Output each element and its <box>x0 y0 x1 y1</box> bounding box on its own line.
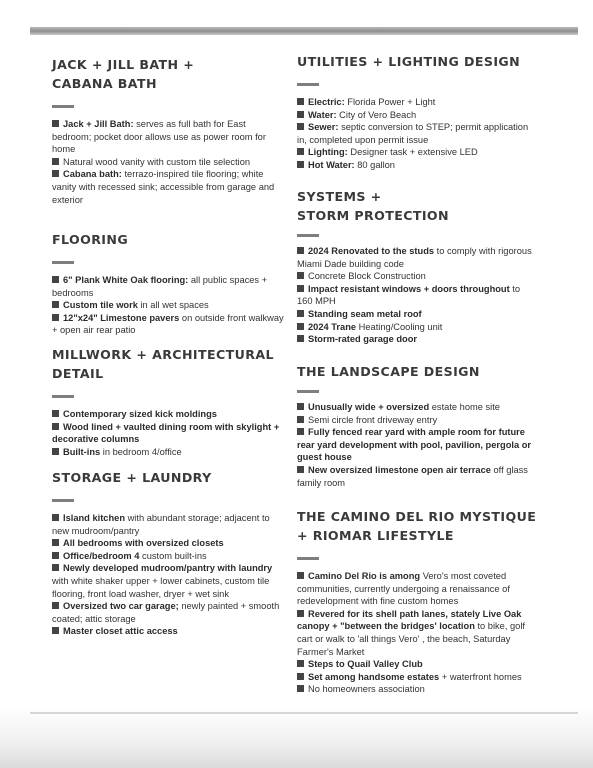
heading-text <box>297 187 537 225</box>
heading-rule <box>297 557 319 560</box>
section-heading <box>52 230 284 249</box>
item-text: to comply with rigorous Miami Dade building code <box>297 246 532 269</box>
section-heading <box>297 52 537 71</box>
list-item <box>52 550 284 563</box>
heading-text <box>297 507 537 545</box>
square-bullet-icon <box>52 514 59 521</box>
heading-rule <box>297 234 319 237</box>
heading-text <box>52 55 284 93</box>
item-lead: Standing seam metal roof <box>308 308 422 319</box>
item-text: Semi circle front driveway entry <box>308 414 438 425</box>
scan-bottom-shadow <box>0 705 593 768</box>
list-item <box>52 299 284 312</box>
item-lead: All bedrooms with oversized closets <box>63 538 224 549</box>
item-lead: Newly developed mudroom/pantry with laundry <box>63 563 273 574</box>
item-list <box>52 512 284 638</box>
list-item <box>297 683 537 696</box>
item-text: City of Vero Beach <box>336 109 417 120</box>
list-item <box>52 421 284 446</box>
section-flooring <box>52 230 284 337</box>
list-item <box>297 146 537 159</box>
item-text: Heating/Cooling unit <box>356 321 443 332</box>
square-bullet-icon <box>52 539 59 546</box>
list-item <box>297 401 537 414</box>
square-bullet-icon <box>52 170 59 177</box>
list-item <box>297 658 537 671</box>
section-utilities-lighting <box>297 52 537 172</box>
square-bullet-icon <box>52 564 59 571</box>
list-item <box>297 245 537 270</box>
square-bullet-icon <box>297 161 304 168</box>
heading-line: SYSTEMS + <box>297 189 382 204</box>
list-item <box>52 537 284 550</box>
item-list <box>52 118 284 206</box>
square-bullet-icon <box>297 685 304 692</box>
square-bullet-icon <box>297 335 304 342</box>
heading-line: CABANA BATH <box>52 76 157 91</box>
item-lead: Camino Del Rio is among <box>308 571 421 581</box>
item-lead: 2024 Trane <box>308 321 357 332</box>
list-item <box>52 408 284 421</box>
list-item <box>297 109 537 122</box>
item-text: with white shaker upper + lower cabinets, custom tile flooring, front load washer, dryer + wet sink <box>52 575 270 599</box>
list-item <box>297 608 537 658</box>
heading-rule <box>52 499 74 502</box>
section-heading <box>297 362 537 381</box>
list-item <box>297 426 537 464</box>
item-text: No homeowners association <box>308 684 425 695</box>
square-bullet-icon <box>297 272 304 279</box>
item-lead: Wood lined + vaulted dining room with skylight + decorative columns <box>52 421 280 445</box>
list-item <box>297 333 537 346</box>
square-bullet-icon <box>297 428 304 435</box>
list-item <box>297 308 537 321</box>
square-bullet-icon <box>297 572 304 579</box>
list-item <box>52 156 284 169</box>
item-text: estate home site <box>429 402 500 412</box>
item-lead: Island kitchen <box>63 513 125 523</box>
item-text: all public spaces + bedrooms <box>52 275 268 298</box>
list-item <box>297 283 537 308</box>
section-heading <box>52 468 284 487</box>
list-item <box>297 96 537 109</box>
item-lead: Unusually wide + oversized <box>308 402 430 412</box>
heading-line: STORM PROTECTION <box>297 208 449 223</box>
section-systems-storm <box>297 187 537 346</box>
square-bullet-icon <box>52 158 59 165</box>
square-bullet-icon <box>52 276 59 283</box>
item-list <box>52 274 284 337</box>
item-lead: Storm-rated garage door <box>308 334 417 345</box>
square-bullet-icon <box>52 448 59 455</box>
item-text: Designer task + extensive LED <box>347 147 478 158</box>
square-bullet-icon <box>297 403 304 410</box>
item-lead: Hot Water: <box>308 159 355 170</box>
square-bullet-icon <box>297 98 304 105</box>
heading-line: THE LANDSCAPE DESIGN <box>297 364 480 379</box>
list-item <box>297 270 537 283</box>
item-text: 80 gallon <box>354 159 395 170</box>
heading-rule <box>52 395 74 398</box>
square-bullet-icon <box>52 410 59 417</box>
square-bullet-icon <box>52 314 59 321</box>
square-bullet-icon <box>297 416 304 423</box>
heading-line: UTILITIES + LIGHTING DESIGN <box>297 54 521 69</box>
list-item <box>52 625 284 638</box>
heading-line: STORAGE + LAUNDRY <box>52 470 212 485</box>
square-bullet-icon <box>52 552 59 559</box>
item-text: with abundant storage; adjacent to new mudroom/pantry <box>52 513 270 536</box>
list-item <box>52 512 284 537</box>
heading-rule <box>297 390 319 393</box>
list-item <box>297 159 537 172</box>
item-list <box>297 245 537 346</box>
item-lead: Water: <box>308 109 337 120</box>
heading-text <box>297 362 537 381</box>
square-bullet-icon <box>297 310 304 317</box>
item-lead: Set among handsome estates <box>308 671 440 682</box>
item-lead: 2024 Renovated to the studs <box>308 246 435 256</box>
section-jack-jill-bath <box>52 55 284 206</box>
item-list <box>297 96 537 172</box>
heading-text <box>297 52 537 71</box>
item-text: terrazo-inspired tile flooring; white vanity with recessed sink; accessible from garage and exterior <box>52 169 275 205</box>
item-text: Natural wood vanity with custom tile selection <box>63 156 251 167</box>
list-item <box>52 168 284 206</box>
item-lead: New oversized limestone open air terrace <box>308 464 491 475</box>
item-lead: Sewer: <box>308 122 339 133</box>
list-item <box>297 570 537 608</box>
square-bullet-icon <box>297 610 304 617</box>
square-bullet-icon <box>297 285 304 292</box>
item-text: custom built-ins <box>139 550 207 561</box>
square-bullet-icon <box>52 423 59 430</box>
list-item <box>297 414 537 427</box>
heading-text <box>52 468 284 487</box>
heading-line: THE CAMINO DEL RIO MYSTIQUE + RIOMAR LIFESTYLE <box>297 509 537 543</box>
section-storage-laundry <box>52 468 284 638</box>
list-item <box>52 274 284 299</box>
square-bullet-icon <box>52 120 59 127</box>
square-bullet-icon <box>297 673 304 680</box>
list-item <box>52 446 284 459</box>
item-lead: Oversized two car garage; <box>63 601 179 612</box>
item-lead: 12"x24" Limestone pavers <box>63 312 180 323</box>
item-lead: Custom tile work <box>63 300 138 311</box>
square-bullet-icon <box>297 123 304 130</box>
square-bullet-icon <box>297 660 304 667</box>
section-heading <box>52 55 284 93</box>
section-heading <box>52 345 284 383</box>
list-item <box>52 312 284 337</box>
square-bullet-icon <box>297 466 304 473</box>
square-bullet-icon <box>52 602 59 609</box>
list-item <box>297 671 537 684</box>
item-text: Vero's most coveted communities, currently undergoing a renaissance of redevelopment with fine custom homes <box>297 571 510 607</box>
item-lead: Jack + Jill Bath: <box>63 119 134 129</box>
item-list <box>297 570 537 696</box>
item-text: off glass family room <box>297 464 528 488</box>
square-bullet-icon <box>297 323 304 330</box>
square-bullet-icon <box>52 301 59 308</box>
heading-rule <box>52 261 74 264</box>
item-lead: Master closet attic access <box>63 626 178 637</box>
item-text: in all wet spaces <box>137 300 209 311</box>
item-text: Concrete Block Construction <box>308 271 426 282</box>
item-list <box>297 401 537 489</box>
heading-text <box>52 345 284 383</box>
item-lead: Lighting: <box>308 147 348 158</box>
section-millwork <box>52 345 284 458</box>
square-bullet-icon <box>297 111 304 118</box>
item-text: newly painted + smooth coated; attic storage <box>52 601 280 624</box>
section-landscape-design <box>297 362 537 489</box>
heading-rule <box>52 105 74 108</box>
item-text: + waterfront homes <box>439 671 522 682</box>
heading-text <box>52 230 284 249</box>
item-lead: Revered for its shell path lanes, stately Live Oak canopy + "between the bridges' location <box>297 608 522 632</box>
square-bullet-icon <box>52 627 59 634</box>
section-heading <box>297 507 537 545</box>
square-bullet-icon <box>297 247 304 254</box>
heading-line: FLOORING <box>52 232 129 247</box>
item-lead: Contemporary sized kick moldings <box>63 409 217 419</box>
item-lead: Impact resistant windows + doors throughout <box>308 283 510 294</box>
list-item <box>52 600 284 625</box>
item-text: on outside front walkway + open air rear patio <box>52 312 284 336</box>
item-text: to 160 MPH <box>297 283 521 307</box>
section-camino-del-rio <box>297 507 537 696</box>
item-lead: 6" Plank White Oak flooring: <box>63 275 189 285</box>
item-lead: Fully fenced rear yard with ample room for future rear yard development with pool, pavilion, pergola or guest house <box>297 427 532 463</box>
item-text: in bedroom 4/office <box>100 446 182 457</box>
heading-line: JACK + JILL BATH + <box>52 57 195 72</box>
list-item <box>52 562 284 600</box>
list-item <box>52 118 284 156</box>
item-text: septic conversion to STEP; permit application in, completed upon permit issue <box>297 122 529 145</box>
heading-rule <box>297 83 319 86</box>
item-text: Florida Power + Light <box>344 97 436 107</box>
item-list <box>52 408 284 458</box>
heading-line: MILLWORK + ARCHITECTURAL DETAIL <box>52 347 274 381</box>
item-lead: Electric: <box>308 97 345 107</box>
scan-top-bar <box>30 27 578 35</box>
item-lead: Office/bedroom 4 <box>63 550 140 561</box>
list-item <box>297 121 537 146</box>
item-lead: Built-ins <box>63 446 101 457</box>
section-heading <box>297 187 537 225</box>
list-item <box>297 321 537 334</box>
item-text: to bike, golf cart or walk to 'all things Vero' , the beach, Saturday Farmer's Market <box>297 621 526 657</box>
item-lead: Steps to Quail Valley Club <box>308 659 423 670</box>
item-lead: Cabana bath: <box>63 169 122 180</box>
square-bullet-icon <box>297 148 304 155</box>
list-item <box>297 464 537 489</box>
item-text: serves as full bath for East bedroom; pocket door allows use as power room for home <box>52 119 266 155</box>
